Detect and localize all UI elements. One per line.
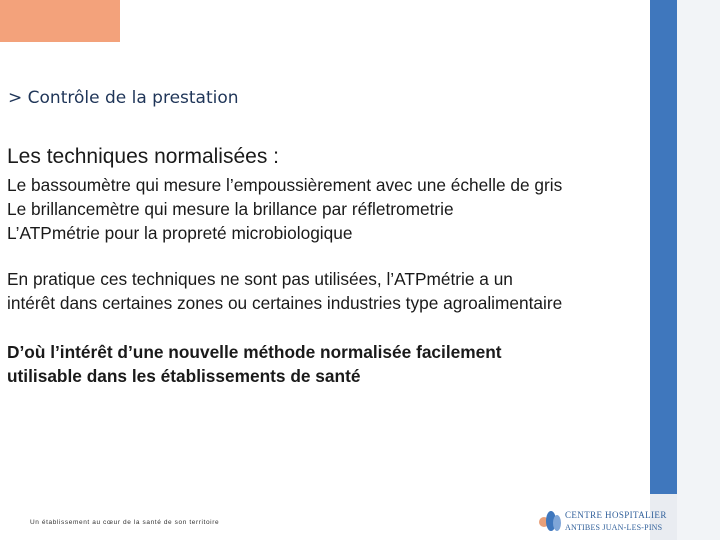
- practice-paragraph: [7, 267, 562, 315]
- conclusion-line: D’où l’intérêt d’une nouvelle méthode normalisée facilement: [7, 342, 502, 362]
- conclusion-line: utilisable dans les établissements de santé: [7, 366, 361, 386]
- footer-tagline: Un établissement au cœur de la santé de son territoire: [30, 519, 220, 526]
- conclusion-paragraph: [7, 340, 502, 388]
- right-accent-stripe: [650, 0, 677, 494]
- technique-item: Le brillancemètre qui mesure la brillance par réfletrometrie: [7, 199, 454, 219]
- logo-name: CENTRE HOSPITALIER: [565, 510, 667, 520]
- technique-item: L’ATPmétrie pour la propreté microbiologique: [7, 223, 353, 243]
- practice-line: En pratique ces techniques ne sont pas utilisées, l’ATPmétrie a un: [7, 269, 513, 289]
- logo-city: ANTIBES JUAN-LES-PINS: [565, 523, 663, 532]
- section-title: > Contrôle de la prestation: [8, 88, 239, 108]
- practice-line: intérêt dans certaines zones ou certaines industries type agroalimentaire: [7, 293, 563, 313]
- technique-item: Le bassoumètre qui mesure l’empoussièrement avec une échelle de gris: [7, 175, 563, 195]
- techniques-list: [7, 173, 562, 245]
- right-gutter: [677, 0, 720, 540]
- top-left-accent-bar: [0, 0, 120, 42]
- hospital-logo: [538, 507, 667, 537]
- hospital-logo-icon: [538, 507, 562, 537]
- slide-heading: Les techniques normalisées :: [7, 145, 279, 168]
